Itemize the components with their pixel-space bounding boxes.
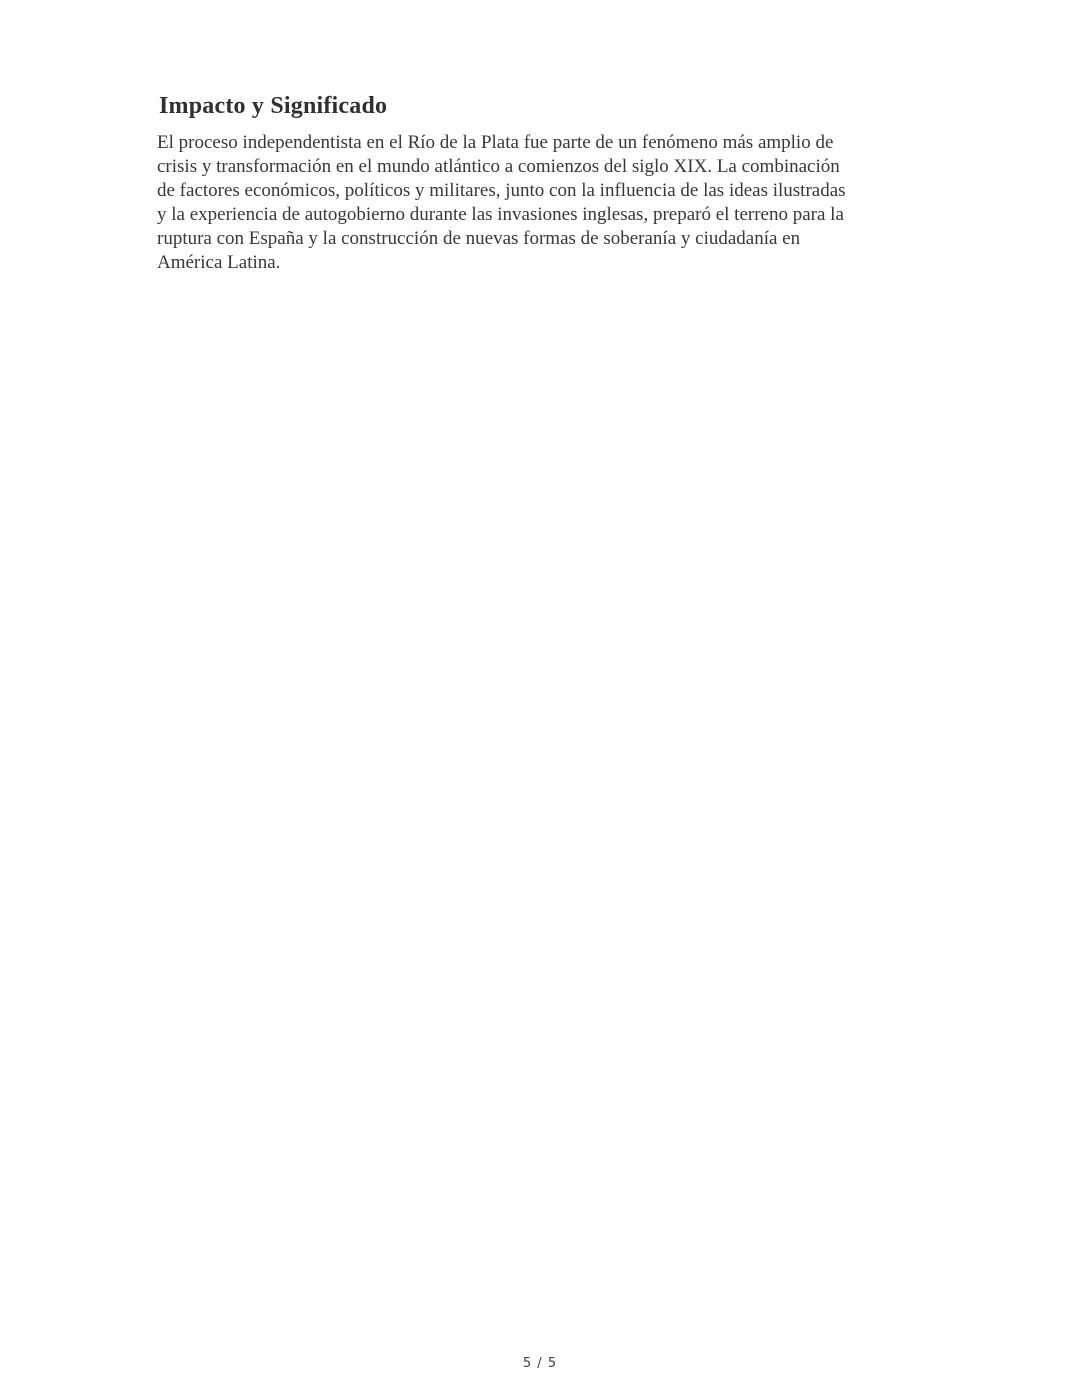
paragraph-line: crisis y transformación en el mundo atlántico a comienzos del siglo XIX. La combinación <box>157 156 840 177</box>
page-number: 5 / 5 <box>522 1356 558 1371</box>
paragraph-line: América Latina. <box>157 252 281 273</box>
paragraph-line: y la experiencia de autogobierno durante las invasiones inglesas, preparó el terreno para la <box>157 204 844 225</box>
paragraph-line: El proceso independentista en el Río de la Plata fue parte de un fenómeno más amplio de <box>157 132 834 153</box>
body-paragraph <box>157 131 937 275</box>
paragraph-line: ruptura con España y la construcción de nuevas formas de soberanía y ciudadanía en <box>157 228 801 249</box>
paragraph-line: de factores económicos, políticos y militares, junto con la influencia de las ideas ilustradas <box>157 180 846 201</box>
section-heading: Impacto y Significado <box>159 93 388 119</box>
document-content <box>157 92 937 275</box>
